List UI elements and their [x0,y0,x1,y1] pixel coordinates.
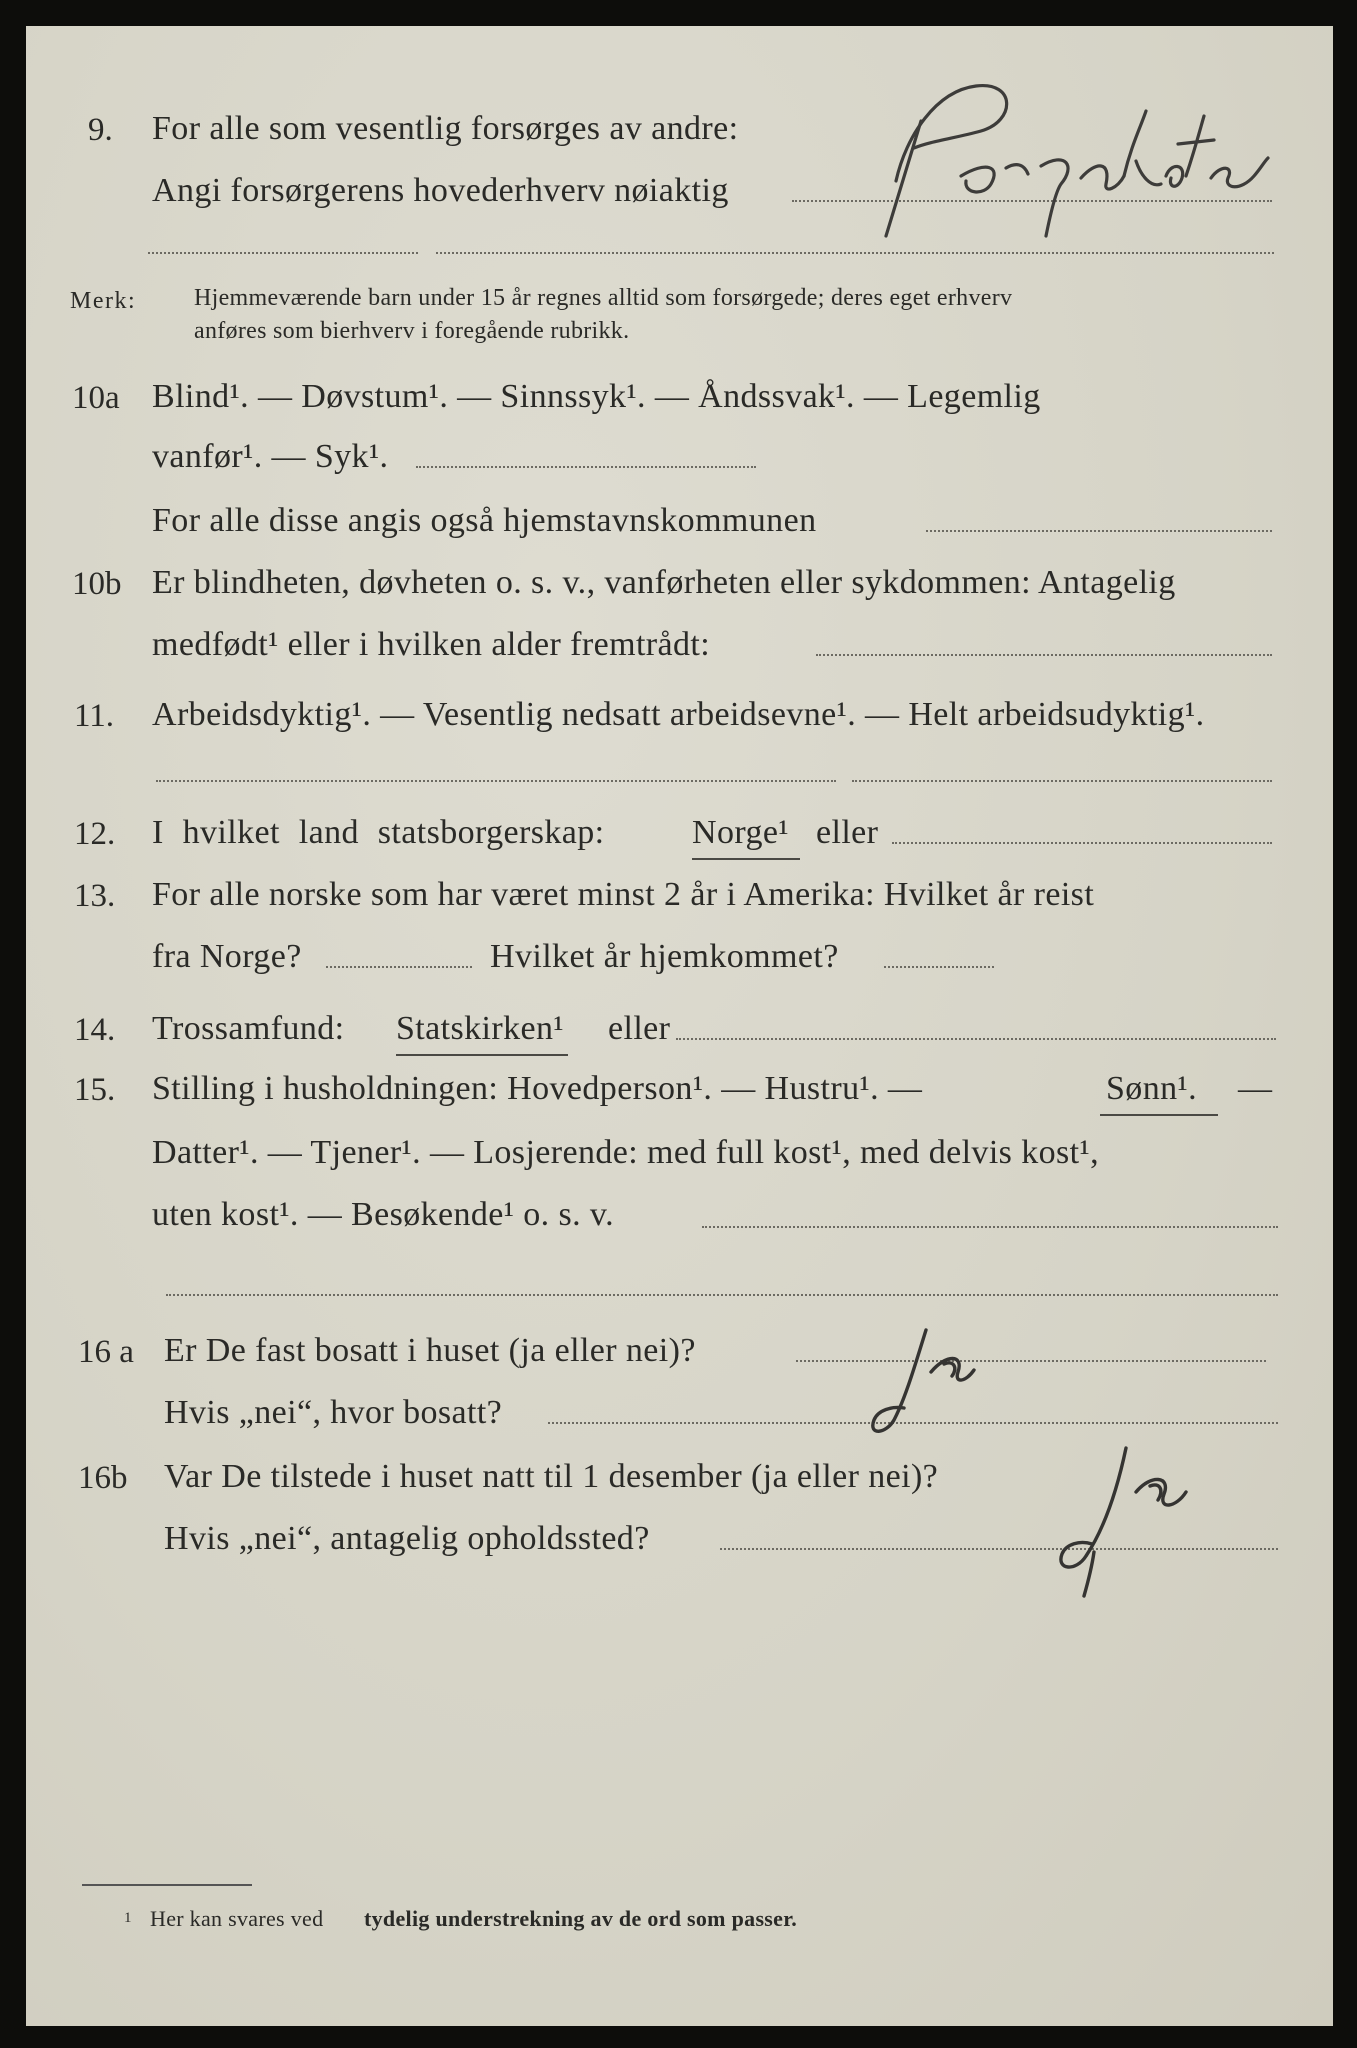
q16b-answer-text [26,26,27,27]
q14-choice-statskirken: Statskirken¹ [396,1010,564,1047]
q11-answer-line-2 [852,780,1272,782]
q13-line1: For alle norske som har været minst 2 år i Amerika: Hvilket år reist [152,876,1095,913]
q12-answer-line [892,842,1272,844]
q13-hjemkommet-answer-line [884,966,994,968]
q13-number: 13. [74,878,116,914]
q9-line2: Angi forsørgerens hovederhverv nøiaktig [152,172,729,209]
q10a-answer-line-2 [926,530,1272,532]
q10a-line3: For alle disse angis også hjemstavnskommunen [152,502,817,539]
q13-reist-answer-line [326,966,472,968]
handwritten-answer-forpakter [866,66,1286,246]
q13-line2b: Hvilket år hjemkommet? [490,938,839,975]
q10a-line1: Blind¹. — Døvstum¹. — Sinnssyk¹. — Åndssvak¹. — Legemlig [152,378,1041,415]
q12-choice-underline [692,858,800,860]
q10b-number: 10b [72,566,122,602]
merk-label: Merk: [70,288,137,314]
q10b-line1: Er blindheten, døvheten o. s. v., vanførheten eller sykdommen: Antagelig [152,564,1176,601]
q13-line2a: fra Norge? [152,938,302,975]
q10b-answer-line [816,654,1272,656]
q14-suffix: eller [608,1010,671,1047]
footnote-mark: 1 [124,1910,132,1926]
q16b-line2: Hvis „nei“, antagelig opholdssted? [164,1520,650,1557]
q14-choice-underline [396,1054,568,1056]
q10a-answer-line-1 [416,466,756,468]
q12-choice-norge: Norge¹ [692,814,789,851]
q15-answer-line [702,1226,1278,1228]
q16a-line1: Er De fast bosatt i huset (ja eller nei)? [164,1332,696,1369]
q15-line1b: — [1238,1070,1273,1107]
q9-line1: For alle som vesentlig forsørges av andre: [152,110,739,147]
merk-line2: anføres som bierhverv i foregående rubrikk. [194,318,630,344]
q12-suffix: eller [816,814,879,851]
q14-prefix: Trossamfund: [152,1010,345,1047]
q15-line2: Datter¹. — Tjener¹. — Losjerende: med full kost¹, med delvis kost¹, [152,1134,1099,1171]
q10a-line2: vanfør¹. — Syk¹. [152,438,389,475]
handwritten-answer-ja-2 [1026,1426,1226,1606]
handwritten-answer-ja-1 [846,1302,1026,1452]
census-form-page [26,26,1333,2026]
q10b-line2: medfødt¹ eller i hvilken alder fremtrådt: [152,626,711,663]
q16a-number: 16 a [78,1334,134,1370]
q15-extra-answer-line [166,1294,1278,1296]
q15-number: 15. [74,1072,116,1108]
q14-number: 14. [74,1012,116,1048]
q9-number: 9. [88,112,113,148]
q14-answer-line [676,1038,1276,1040]
footnote-text-plain: Her kan svares ved [150,1906,324,1931]
q12-prefix: I hvilket land statsborgerskap: [152,814,605,851]
q12-number: 12. [74,816,116,852]
q10a-number: 10a [72,380,120,416]
footnote-rule [82,1884,252,1886]
q15-line1a: Stilling i husholdningen: Hovedperson¹. — Hustru¹. — [152,1070,923,1107]
q15-choice-underline [1100,1114,1218,1116]
q15-line3: uten kost¹. — Besøkende¹ o. s. v. [152,1196,615,1233]
merk-line1: Hjemmeværende barn under 15 år regnes alltid som forsørgede; deres eget erhverv [194,285,1013,311]
q11-answer-line-1 [156,780,836,782]
separator-dots-2 [436,252,1274,254]
q15-choice-sonn: Sønn¹. [1106,1070,1198,1107]
q11-number: 11. [74,698,115,734]
q16b-number: 16b [78,1460,128,1496]
q11-line1: Arbeidsdyktig¹. — Vesentlig nedsatt arbeidsevne¹. — Helt arbeidsudyktig¹. [152,696,1205,733]
separator-dots-1 [148,252,418,254]
footnote-text-bold: tydelig understrekning av de ord som passer. [364,1906,798,1931]
q16b-line1: Var De tilstede i huset natt til 1 desember (ja eller nei)? [164,1458,939,1495]
q16a-line2: Hvis „nei“, hvor bosatt? [164,1394,503,1431]
